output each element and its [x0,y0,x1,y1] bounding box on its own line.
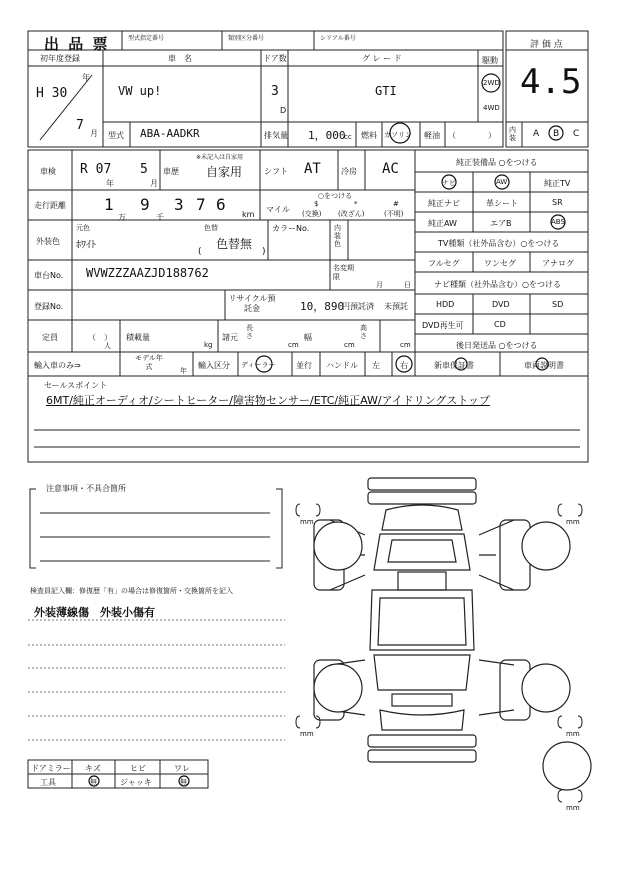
option-navi: ナビ [442,179,456,187]
person-unit: 人 [104,342,111,350]
interior-label: 内装 [509,126,516,142]
interior-grade-c: C [573,129,580,139]
handle-label: ハンドル [326,361,358,370]
car-name: VW up! [118,84,162,98]
unpaid-label: 未預託 [384,302,408,311]
import-parallel: 並行 [296,361,312,370]
first-reg-label: 初年度登録 [40,54,80,63]
shift-label: シフト [264,167,288,176]
cc-unit: cc [344,133,352,141]
mileage-digit-2: 9 [140,195,150,214]
equip-jack-label: ジャッキ [120,778,152,787]
fuel-paren: （ ） [448,131,496,140]
recycle-label: リサイクル預託金 [228,294,276,313]
model-label: 型式 [108,131,124,140]
exterior-color-label: 外装色 [36,237,60,246]
nav-dvd: DVD [492,300,510,309]
first-reg-year-unit: 年 [82,73,90,82]
width-cm-unit: cm [344,341,355,349]
option-aw: AW [496,178,508,186]
option-genuine-tv: 純正TV [544,179,571,188]
mm-unit-rear-right: mm [566,730,580,738]
drive-2wd: 2WD [483,79,500,87]
option-leather-seat: 革シート [486,199,518,208]
original-color-label: 元色 [76,224,90,232]
kg-unit: kg [204,341,213,349]
mileage-label: 走行距離 [34,201,66,210]
recycle-unit: 円預託済 [342,302,374,311]
equip-tools-label: 工具 [40,778,56,787]
option-genuine-navi: 純正ナビ [428,199,460,208]
first-reg-month: 7 [76,118,84,133]
later-shipping-header: 後日発送品 ○をつける [456,341,538,350]
mm-unit-front-right: mm [566,518,580,526]
grade-value: GTI [375,84,397,98]
category-label: 類別区分番号 [228,35,265,42]
drive-4wd: 4WD [483,104,500,112]
handle-right: 右 [400,361,408,370]
paint-paren-close: ) [262,247,266,257]
height-label: 高さ [360,324,367,340]
handle-left: 左 [372,361,380,370]
shift-value: AT [304,161,321,177]
vin-value: WVWZZZAAZJD188762 [86,266,209,280]
history-label: 車歴 [163,167,179,176]
doors-value: 3 [271,84,279,99]
mileage-km-unit: km [242,210,255,219]
interior-color-label: 内装色 [334,224,341,248]
color-no-label: カラーNo. [272,224,310,233]
mileage-digit-1: 1 [104,195,114,214]
interior-grade-b: B [553,129,560,139]
import-type-label: 輸入区分 [198,361,230,370]
fuel-label: 燃料 [361,131,377,140]
displacement-value: 1，000 [308,129,346,142]
score-value: 4.5 [520,62,582,102]
model-year-label: モデル年式 [135,354,163,371]
cd-label: CD [494,320,506,329]
sales-point-text: 6MT/純正オーディオ/シートヒーター/障害物センサー/ETC/純正AW/アイドリングストップ [46,394,490,407]
car-name-label: 車 名 [168,54,192,63]
mm-unit-spare: mm [566,804,580,812]
displacement-label: 排気量 [264,131,288,140]
dims-label: 諸元 [222,333,238,342]
import-dealer: ディーラー [241,361,276,369]
length-cm-unit: cm [288,341,299,349]
inspector-text: 外装薄線傷 外装小傷有 [34,606,155,619]
paint-label: 色替 [204,224,218,232]
first-reg-month-unit: 月 [90,129,98,138]
option-genuine-aw: 純正AW [428,219,457,228]
nav-sd: SD [552,300,564,309]
grade-label: グ レ ー ド [362,54,402,63]
interior-grade-a: A [533,129,540,139]
registration-label: 登録No. [34,302,64,311]
genuine-options-header: 純正装備品 ○をつける [456,158,538,167]
mileage-digit-3: 3 [174,195,184,214]
equip-tools-value: 無 [90,778,97,786]
mileage-sen-unit: 千 [156,213,164,222]
inspection-label: 車検 [40,167,56,176]
mileage-digit-5: 6 [216,195,226,214]
doors-suffix: D [280,106,287,115]
nav-hdd: HDD [436,300,455,309]
width-label: 幅 [304,333,312,342]
length-label: 長さ [246,324,253,340]
model-year-unit: 年 [180,367,187,375]
recycle-value: 10，890 [300,300,345,313]
option-abs: ABS [551,218,565,226]
form-title: 出 品 票 [44,35,110,53]
capacity-label: 定員 [42,333,58,342]
new-car-warranty: 新車保証書 [434,361,474,370]
mileage-digit-4: 7 [196,195,206,214]
mileage-opt2-label: (改ざん) [338,210,365,218]
mileage-opt1-mark: $ [314,200,319,208]
history-value: 自家用 [206,165,243,179]
vehicle-manual: 車両説明書 [524,361,564,370]
name-change-day-unit: 日 [404,281,411,289]
tv-oneseg: ワンセグ [484,259,516,268]
mileage-man-unit: 万 [118,213,126,222]
equip-jack-value: 無 [180,778,187,786]
serial-label: シリアル番号 [320,35,356,42]
mileage-opt1-label: (交換) [302,210,322,218]
history-note: ※未記入は自家用 [196,154,244,161]
fuel-diesel: 軽油 [424,131,440,140]
dvd-playable-label: DVD再生可 [422,321,464,330]
height-cm-unit: cm [400,341,411,349]
inspection-month: 5 [140,162,148,177]
tv-fullseg: フルセグ [428,259,460,268]
score-label: 評 価 点 [530,40,563,50]
fuel-gasoline: ガソリン [384,131,412,139]
type-designation-label: 型式指定番号 [128,35,165,42]
inspection-year-unit: 年 [106,179,114,188]
option-airbag: エアB [490,219,512,228]
vin-label: 車台No. [34,271,64,280]
name-change-label: 名変期限 [333,264,354,281]
equip-header-mirror: ドアミラー [31,764,71,773]
nav-type-header: ナビ種類（社外品含む）○をつける [434,280,561,289]
mileage-mile-label: マイル [266,205,290,214]
mileage-circle-note: ○をつける [318,192,353,200]
drive-label: 駆動 [482,56,498,65]
tv-type-header: TV種類（社外品含む）○をつける [438,239,560,248]
equip-header-crack: ヒビ [130,764,146,773]
load-label: 積載量 [126,333,150,342]
mm-unit-rear-left: mm [300,730,314,738]
capacity-paren: （ ） [88,333,112,342]
tv-analog: アナログ [542,259,574,268]
sales-point-label: セールスポイント [44,381,108,390]
ac-label: 冷房 [341,167,357,176]
mileage-opt2-mark: * [354,200,358,208]
car-diagram [314,478,530,762]
equip-header-scratch: キズ [85,764,101,773]
notes-label: 注意事項・不具合箇所 [46,484,126,493]
import-label: 輸入車のみ⇒ [34,361,81,370]
equip-header-broken: ワレ [174,764,190,773]
paint-paren-open: ( [198,247,202,257]
first-reg-year: H 30 [36,86,68,101]
mm-unit-front-left: mm [300,518,314,526]
inspection-month-unit: 月 [150,179,158,188]
option-sunroof: SR [552,198,563,207]
paint-value: 色替無 [216,237,253,251]
mileage-opt3-label: (不明) [384,210,404,218]
name-change-month-unit: 月 [376,281,383,289]
model-value: ABA-AADKR [140,127,200,140]
inspector-label: 検査員記入欄：修復歴「有」の場合は修復箇所・交換箇所を記入 [30,587,233,595]
inspection-year: R 07 [80,162,112,177]
ac-value: AC [382,161,399,177]
original-color-value: ﾎﾜｲﾄ [76,240,96,251]
doors-label: ドア数 [263,54,287,63]
mileage-opt3-mark: # [393,200,399,208]
